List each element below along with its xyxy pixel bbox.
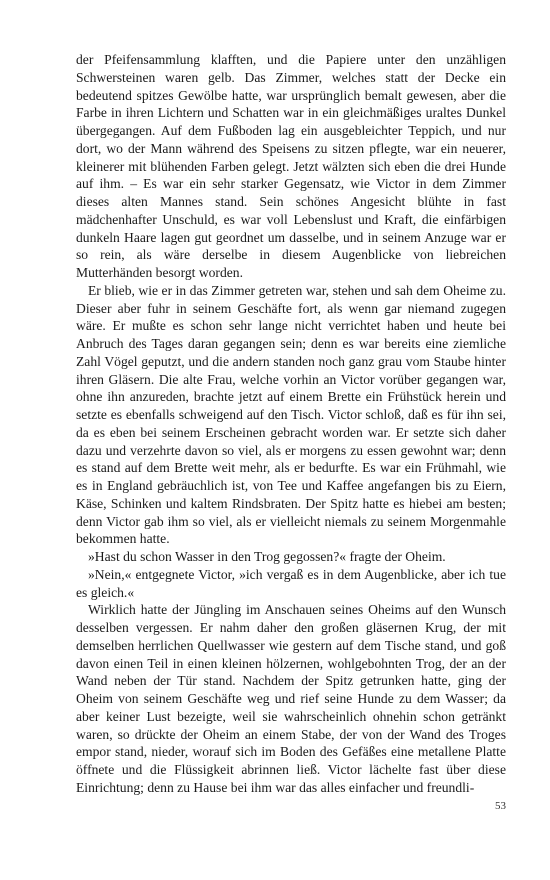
page-number: 53 [495,800,506,812]
paragraph: Wirklich hatte der Jüngling im Anschauen seines Oheims auf den Wunsch desselben vergessen. Er nahm daher den großen gläsernen Krug, der mit demselben herrlichen Quellwasser wie gestern auf dem Tische stand, und goß davon einen Teil in einen kleinen hölzernen, wohlgebohnten Trog, der an der Wand neben der Tür stand. Nachdem der Spitz getrunken hatte, ging der Oheim von seinem Geschäfte weg und rief seine Hunde zu dem Wasser; da aber keiner Lust bezeigte, weil sie wahrscheinlich ohnehin schon getränkt waren, so drückte der Oheim an einem Stabe, der von der Wand des Troges empor stand, nieder, worauf sich im Boden des Gefäßes eine metallene Platte öffnete und die Flüssigkeit abrinnen ließ. Victor lächelte fast über diese Einrichtung; denn zu Hause bei ihm war das alles einfacher und freundli- [76,602,506,795]
paragraph: der Pfeifensammlung klafften, und die Papiere unter den unzähligen Schwersteinen waren gelb. Das Zimmer, welches statt der Decke ein bedeutend spitzes Gewölbe hatte, war ursprünglich bemalt gewesen, aber die Farbe in ihren Lichtern und Schatten war in ein gleichmäßiges uraltes Dunkel übergegangen. Auf dem Fußboden lag ein ausgebleichter Teppich, und nur dort, wo der Mann während des Speisens zu sitzen pflegte, war ein neuerer, kleinerer mit blühenden Farben gelegt. Jetzt wälzten sich eben die drei Hunde auf ihm. – Es war ein sehr starker Gegensatz, wie Victor in dem Zimmer dieses alten Mannes stand. Sein schönes Angesicht blühte in fast mädchenhafter Unschuld, es war voll Lebenslust und Kraft, die einfärbigen dunkeln Haare lagen gut geordnet um dasselbe, und in seinem Anzuge war er so rein, als wäre derselbe in diesem Augenblicke von liebreichen Mutterhänden besorgt worden. [76,52,506,280]
body-text [76,51,506,797]
paragraph: »Nein,« entgegnete Victor, »ich vergaß es in dem Augenblicke, aber ich tue es gleich.« [76,566,506,600]
paragraph: Er blieb, wie er in das Zimmer getreten war, stehen und sah dem Oheime zu. Dieser aber fuhr in seinem Geschäfte fort, als wenn gar niemand zugegen wäre. Er mußte es schon sehr lange nicht verrichtet haben und heute bei Anbruch des Tages daran gegangen sein; denn es war bereits eine ziemliche Zahl Vögel geputzt, und die andern standen noch ganz grau vom Staube hinter ihren Gläsern. Die alte Frau, welche vorhin an Victor vorüber gegangen war, ohne ihn anzureden, brachte jetzt auf einem Brette ein Frühstück herein und setzte es ebenfalls schweigend auf den Tisch. Victor schloß, daß es für ihn sei, da es eben bei seinem Erscheinen gebracht worden war. Er setzte sich daher dazu und verzehrte davon so viel, als er morgens zu essen gewohnt war; denn es stand auf dem Brette weit mehr, als er bedurfte. Es war ein Frühmahl, wie es in England gebräuchlich ist, von Tee und Kaffee angefangen bis zu Eiern, Käse, Schinken und kaltem Rindsbraten. Der Spitz hatte es hiebei am besten; denn Victor gab ihm so viel, als er vielleicht niemals zu seinem Morgenmahle bekommen hatte. [76,282,506,547]
paragraph: »Hast du schon Wasser in den Trog gegossen?« fragte der Oheim. [88,549,446,564]
